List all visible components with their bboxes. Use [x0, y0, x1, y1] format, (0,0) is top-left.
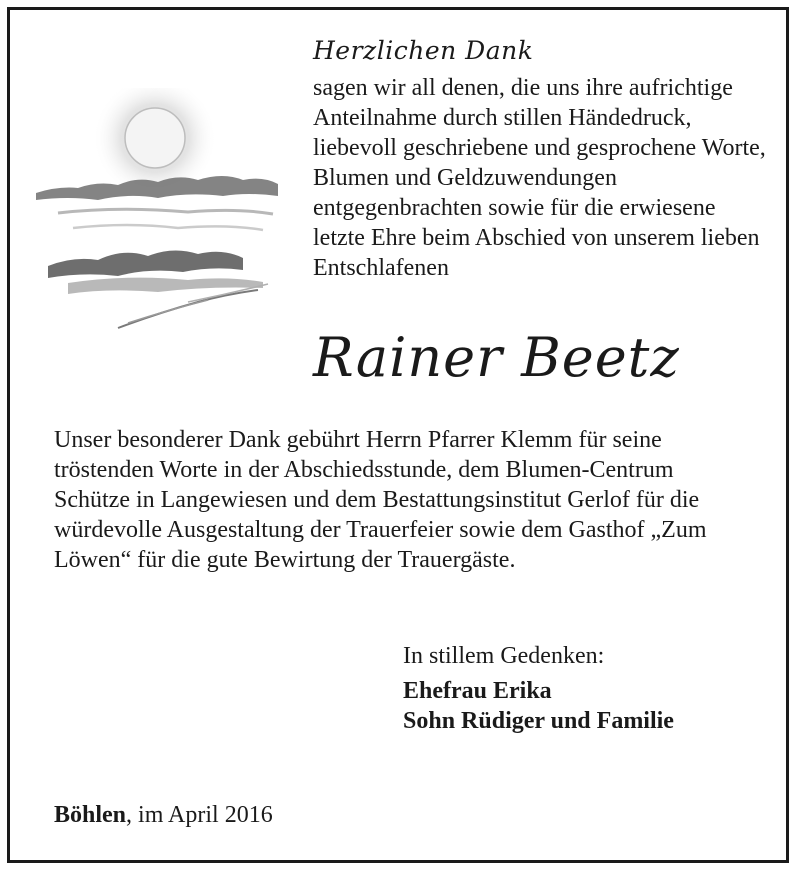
- heading: Herzlichen Dank: [313, 36, 534, 65]
- mountain-ridge-near: [48, 250, 243, 278]
- mourner-name: Ehefrau Erika: [403, 678, 552, 704]
- mourner-name: Sohn Rüdiger und Familie: [403, 708, 674, 734]
- moon: [125, 108, 185, 168]
- intro-text: sagen wir all denen, die uns ihre aufrichtige Anteilnahme durch stillen Händedruck, liebevoll geschriebene und gesprochene Worte, Blumen und Geldzuwendungen entgegenbrachten sowie für die erwiesene letzte Ehre beim Abschied von unserem lieben Entschlafenen: [313, 75, 766, 281]
- deceased-name: Rainer Beetz: [313, 326, 680, 389]
- date-text: , im April 2016: [126, 802, 273, 828]
- memory-line: In stillem Gedenken:: [403, 643, 605, 669]
- water-strokes-2: [73, 225, 263, 230]
- thanks-text: Unser besonderer Dank gebührt Herrn Pfarrer Klemm für seine tröstenden Worte in der Abschiedsstunde, dem Blumen-Centrum Schütze in Langewiesen und dem Bestattungsinstitut Gerlof für die würdevolle Ausgestaltung der Trauerfeier sowie dem Gasthof „Zum Löwen“ für die gute Bewirtung der Trauergäste.: [54, 427, 707, 573]
- water-strokes-1: [58, 209, 273, 214]
- foreground-stroke-1: [118, 290, 258, 328]
- place-date: [54, 800, 273, 830]
- foreground-stroke-2: [128, 300, 208, 323]
- place: Böhlen: [54, 802, 127, 828]
- moon-landscape-illustration: [28, 88, 298, 338]
